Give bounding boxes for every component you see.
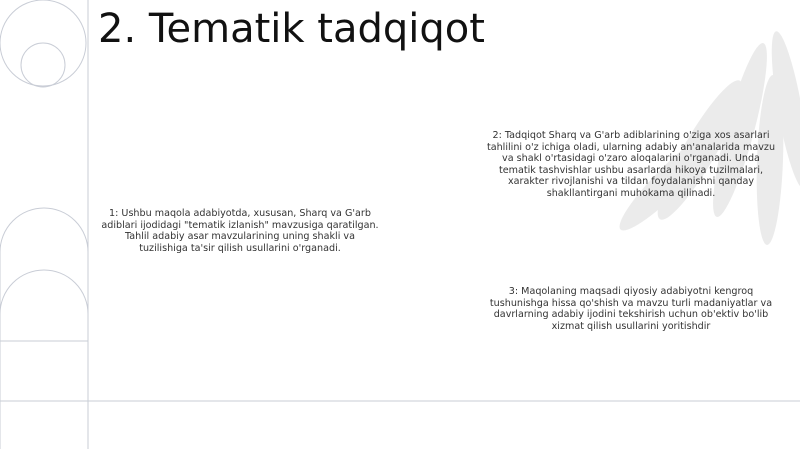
- slide-title: 2. Tematik tadqiqot: [98, 6, 485, 52]
- paragraph-2: 2: Tadqiqot Sharq va G'arb adiblarining o'ziga xos asarlari tahlilini o'z ichiga oladi, ularning adabiy an'analarida mavzu va shakl o'rtasidagi o'zaro aloqalarini o'rganadi. Unda tematik tashvishlar ushbu asarlarda hikoya tuzilmalari, xarakter rivojlanishi va tildan foydalanishni qanday shakllantirgani muhokama qilinadi.: [486, 130, 776, 199]
- circle-decoration: [0, 0, 88, 449]
- paragraph-3: 3: Maqolaning maqsadi qiyosiy adabiyotni kengroq tushunishga hissa qo'shish va mavzu turli madaniyatlar va davrlarning adabiy ijodini tekshirish uchun ob'ektiv bo'lib xizmat qilish usullarini yoritishdir: [489, 286, 773, 332]
- paragraph-1: 1: Ushbu maqola adabiyotda, xususan, Sharq va G'arb adiblari ijodidagi "tematik izlanish" mavzusiga qaratilgan. Tahlil adabiy asar mavzularining uning shakli va tuzilishiga ta'sir qilish usullarini o'rganadi.: [101, 208, 379, 254]
